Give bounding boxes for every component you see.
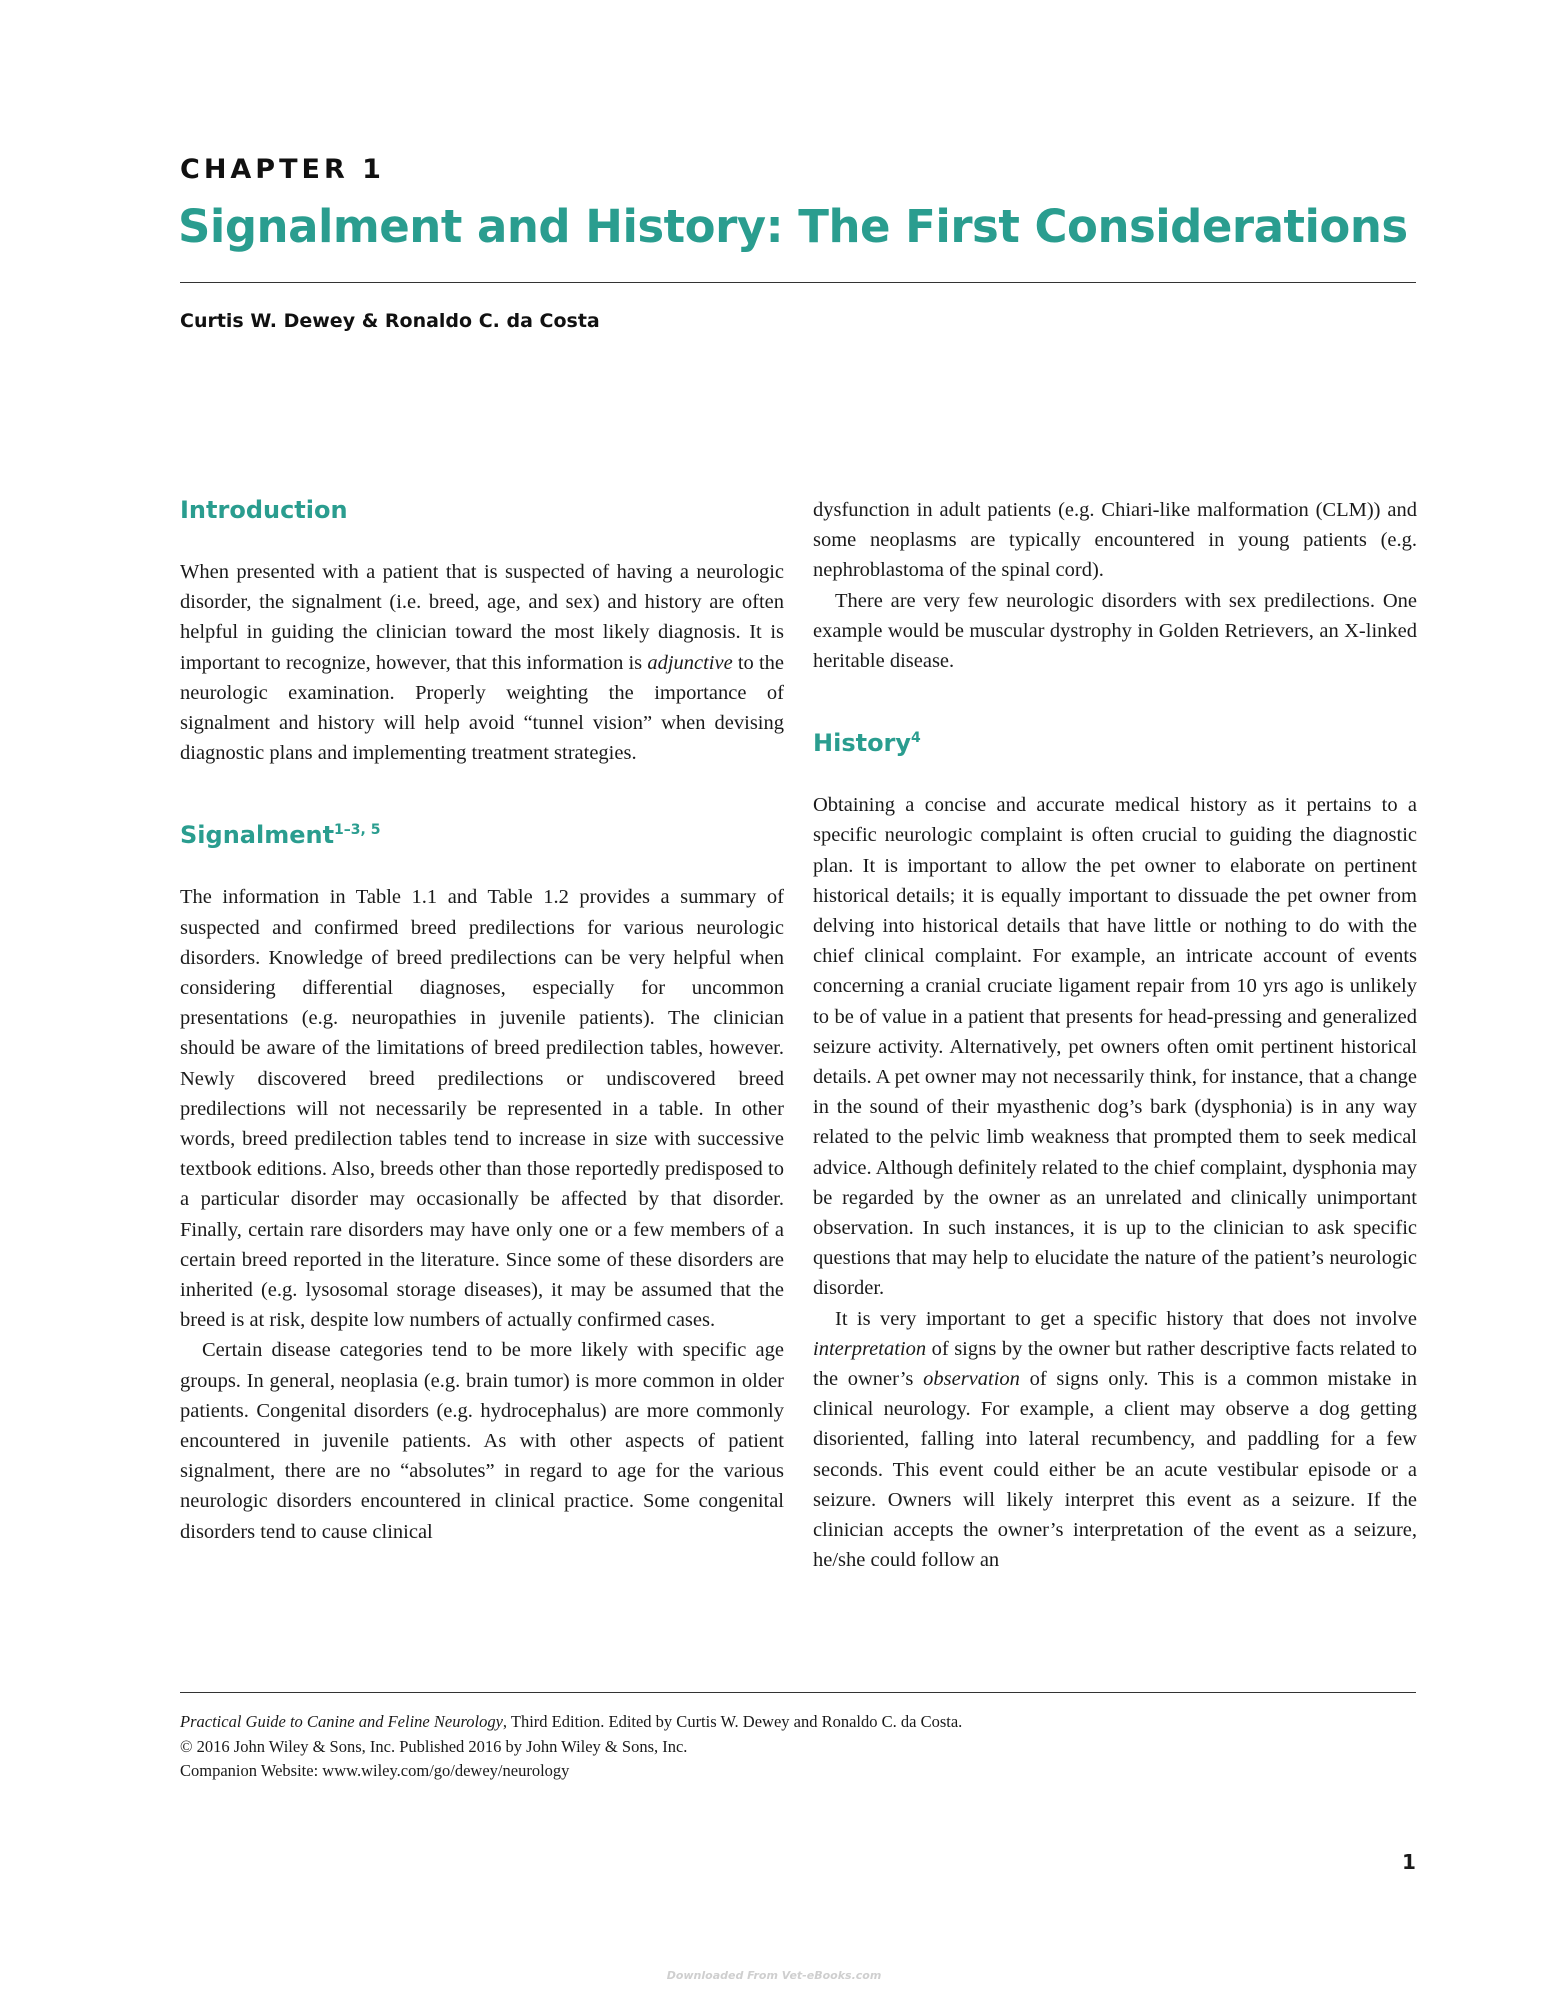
signalment-paragraph-2: Certain disease categories tend to be more likely with specific age groups. In general, neoplasia (e.g. brain tumor) is more common in older patients. Congenital disorders (e.g. hydrocephalus) are more commonly encountered in juvenile patients. As with other aspects of patient signalment, there are no “absolutes” in regard to age for the various neurologic disorders encountered in clinical practice. Some congenital disorders tend to cause clinical — [180, 1339, 784, 1543]
history-paragraph-1: Obtaining a concise and accurate medical history as it pertains to a specific neurologic complaint is often crucial to guiding the diagnostic plan. It is important to allow the pet owner to elaborate on pertinent historical details; it is equally important to dissuade the pet owner from delving into historical details that have little or nothing to do with the chief clinical complaint. For example, an intricate account of events concerning a cranial cruciate ligament repair from 10 yrs ago is unlikely to be of value in a patient that presents for head-pressing and generalized seizure activity. Alternatively, pet owners often omit pertinent historical details. A pet owner may not necessarily think, for instance, that a change in the sound of their myasthenic dog’s bark (dysphonia) is in any way related to the pelvic limb weakness that prompted them to seek medical advice. Although definitely related to the chief complaint, dysphonia may be regarded by the owner as an unrelated and clinically unimportant observation. In such instances, it is up to the clinician to ask specific questions that may help to elucidate the nature of the patient’s neurologic disorder. — [813, 794, 1418, 1300]
introduction-paragraph: When presented with a patient that is suspected of having a neurologic disorder, the signalment (i.e. breed, age, and sex) and history are often helpful in guiding the clinician toward the most likely diagnosis. It is important to recognize, however, that this information is adjunctive to the neurologic examination. Properly weighting the importance of signalment and history will help avoid “tunnel vision” when devising diagnostic plans and implementing treatment strategies. — [180, 561, 784, 765]
footer-copyright: © 2016 John Wiley & Sons, Inc. Published 2016 by John Wiley & Sons, Inc. — [180, 1736, 688, 1756]
footer-divider — [180, 1692, 1416, 1693]
title-divider — [180, 282, 1416, 283]
right-column — [813, 495, 1417, 1576]
history-paragraph-2: It is very important to get a specific history that does not involve interpretation of signs by the owner but rather descriptive facts related to the owner’s observation of signs only. This is a common mistake in clinical neurology. For example, a client may observe a dog getting disoriented, falling into lateral recumbency, and paddling for a few seconds. This event could either be an acute vestibular episode or a seizure. Owners will likely interpret this event as a seizure. If the clinician accepts the owner’s interpretation of the event as a seizure, he/she could follow an — [813, 1307, 1417, 1572]
history-reference: 4 — [911, 730, 921, 747]
chapter-label: CHAPTER 1 — [180, 154, 385, 185]
footer-website: Companion Website: www.wiley.com/go/dewey/neurology — [180, 1761, 570, 1780]
page-number: 1 — [1402, 1850, 1416, 1874]
introduction-heading: Introduction — [180, 496, 348, 524]
history-heading: History$^4$ — [813, 729, 921, 758]
signalment-paragraph-1: The information in Table 1.1 and Table 1.2 provides a summary of suspected and confirmed breed predilections for various neurologic disorders. Knowledge of breed predilections can be very helpful when considering differential diagnoses, especially for uncommon presentations (e.g. neuropathies in juvenile patients). The clinician should be aware of the limitations of breed predilection tables, however. Newly discovered breed predilections or undiscovered breed predilections will not necessarily be represented in a table. In other words, breed predilection tables tend to increase in size with successive textbook editions. Also, breeds other than those reportedly predisposed to a particular disorder may occasionally be affected by that disorder. Finally, certain rare disorders may have only one or a few members of a certain breed reported in the literature. Since some of these disorders are inherited (e.g. lysosomal storage diseases), it may be assumed that the breed is at risk, despite low numbers of actually confirmed cases. — [180, 886, 784, 1332]
chapter-title: Signalment and History: The First Considerations — [178, 200, 1408, 253]
footer-citation: Practical Guide to Canine and Feline Neurology, Third Edition. Edited by Curtis W. Dewey and Ronaldo C. da Costa. — [180, 1712, 963, 1731]
signalment-reference: 1–3, 5 — [334, 822, 381, 839]
signalment-continued-paragraph: dysfunction in adult patients (e.g. Chiari-like malformation (CLM)) and some neoplasms are typically encountered in young patients (e.g. nephroblastoma of the spinal cord). — [813, 499, 1417, 582]
copyright-footer — [180, 1710, 1416, 1784]
signalment-heading: Signalment$^{1-3, 5}$ — [180, 821, 381, 850]
left-column — [180, 495, 784, 1547]
authors: Curtis W. Dewey & Ronaldo C. da Costa — [180, 310, 600, 332]
sex-predilection-paragraph: There are very few neurologic disorders with sex predilections. One example would be muscular dystrophy in Golden Retrievers, an X-linked heritable disease. — [813, 589, 1417, 673]
watermark: Downloaded From Vet-eBooks.com — [666, 1969, 882, 1982]
